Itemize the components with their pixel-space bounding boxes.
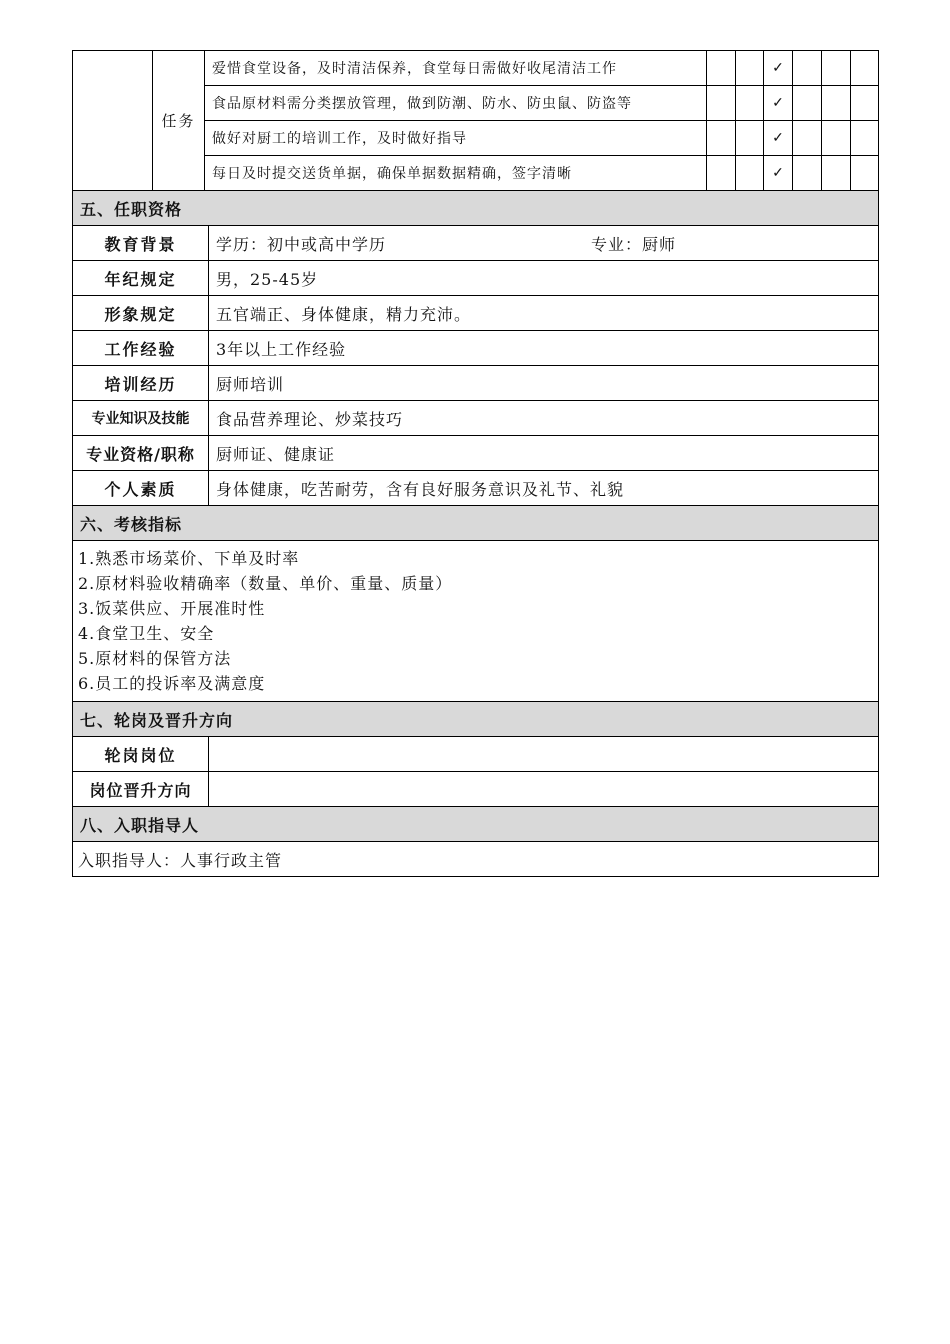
check-cell bbox=[793, 156, 822, 191]
education-row bbox=[73, 226, 879, 261]
field-value bbox=[209, 772, 879, 807]
check-cell bbox=[822, 51, 851, 86]
check-cell bbox=[736, 86, 764, 121]
task-text: 爱惜食堂设备，及时清洁保养，食堂每日需做好收尾清洁工作 bbox=[205, 51, 707, 86]
section-header-qualifications bbox=[73, 191, 879, 226]
mentor-row bbox=[73, 842, 879, 877]
field-label: 年纪规定 bbox=[73, 261, 209, 296]
field-label: 教育背景 bbox=[73, 226, 209, 261]
assessment-list bbox=[73, 541, 879, 702]
check-cell bbox=[851, 86, 879, 121]
list-item: 1.熟悉市场菜价、下单及时率 bbox=[78, 549, 300, 568]
check-cell bbox=[707, 121, 736, 156]
task-text: 每日及时提交送货单据，确保单据数据精确，签字清晰 bbox=[205, 156, 707, 191]
field-label: 个人素质 bbox=[73, 471, 209, 506]
field-label: 形象规定 bbox=[73, 296, 209, 331]
qualification-row bbox=[73, 471, 879, 506]
check-cell bbox=[736, 121, 764, 156]
check-cell bbox=[736, 156, 764, 191]
qualification-row bbox=[73, 261, 879, 296]
education-value-cell bbox=[209, 226, 879, 261]
tasks-table bbox=[72, 50, 879, 191]
section-title: 五、任职资格 bbox=[73, 191, 879, 226]
check-cell: ✓ bbox=[764, 86, 793, 121]
check-cell bbox=[822, 86, 851, 121]
check-cell: ✓ bbox=[764, 51, 793, 86]
check-cell: ✓ bbox=[764, 156, 793, 191]
check-cell bbox=[851, 121, 879, 156]
list-item: 4.食堂卫生、安全 bbox=[78, 624, 215, 643]
section-title: 七、轮岗及晋升方向 bbox=[73, 702, 879, 737]
check-cell bbox=[851, 51, 879, 86]
rotation-row bbox=[73, 737, 879, 772]
list-item: 6.员工的投诉率及满意度 bbox=[78, 674, 266, 693]
field-value: 厨师证、健康证 bbox=[209, 436, 879, 471]
field-value: 身体健康，吃苦耐劳，含有良好服务意识及礼节、礼貌 bbox=[209, 471, 879, 506]
field-label: 培训经历 bbox=[73, 366, 209, 401]
check-cell bbox=[793, 86, 822, 121]
field-value: 男，25-45岁 bbox=[209, 261, 879, 296]
check-cell bbox=[822, 156, 851, 191]
check-cell bbox=[793, 121, 822, 156]
check-cell bbox=[793, 51, 822, 86]
section-title: 八、入职指导人 bbox=[73, 807, 879, 842]
list-item: 3.饭菜供应、开展准时性 bbox=[78, 599, 266, 618]
check-cell bbox=[707, 156, 736, 191]
task-row bbox=[73, 51, 879, 86]
qualification-row bbox=[73, 331, 879, 366]
check-cell bbox=[822, 121, 851, 156]
check-cell bbox=[707, 86, 736, 121]
mentor-text: 入职指导人：人事行政主管 bbox=[73, 842, 879, 877]
qualification-row bbox=[73, 436, 879, 471]
field-value: 食品营养理论、炒菜技巧 bbox=[209, 401, 879, 436]
qualification-row bbox=[73, 366, 879, 401]
section-header-mentor bbox=[73, 807, 879, 842]
field-value: 3年以上工作经验 bbox=[209, 331, 879, 366]
list-item: 2.原材料验收精确率（数量、单价、重量、质量） bbox=[78, 574, 453, 593]
field-label: 专业资格/职称 bbox=[73, 436, 209, 471]
check-cell bbox=[707, 51, 736, 86]
qualification-row bbox=[73, 296, 879, 331]
task-text: 食品原材料需分类摆放管理，做到防潮、防水、防虫鼠、防盗等 bbox=[205, 86, 707, 121]
check-cell bbox=[851, 156, 879, 191]
field-label: 专业知识及技能 bbox=[73, 401, 209, 436]
field-label: 轮岗岗位 bbox=[73, 737, 209, 772]
task-blank-cell bbox=[73, 51, 153, 191]
field-value: 厨师培训 bbox=[209, 366, 879, 401]
field-label: 岗位晋升方向 bbox=[73, 772, 209, 807]
field-value: 五官端正、身体健康，精力充沛。 bbox=[209, 296, 879, 331]
education-major: 专业：厨师 bbox=[591, 234, 677, 254]
education-degree: 学历：初中或高中学历 bbox=[216, 234, 387, 254]
section-header-rotation bbox=[73, 702, 879, 737]
check-cell: ✓ bbox=[764, 121, 793, 156]
field-value bbox=[209, 737, 879, 772]
section-title: 六、考核指标 bbox=[73, 506, 879, 541]
task-label: 任务 bbox=[153, 51, 205, 191]
list-item: 5.原材料的保管方法 bbox=[78, 649, 232, 668]
field-label: 工作经验 bbox=[73, 331, 209, 366]
job-profile-table bbox=[72, 190, 879, 877]
task-text: 做好对厨工的培训工作，及时做好指导 bbox=[205, 121, 707, 156]
promotion-row bbox=[73, 772, 879, 807]
assessment-row bbox=[73, 541, 879, 702]
check-cell bbox=[736, 51, 764, 86]
qualification-row bbox=[73, 401, 879, 436]
section-header-assessment bbox=[73, 506, 879, 541]
